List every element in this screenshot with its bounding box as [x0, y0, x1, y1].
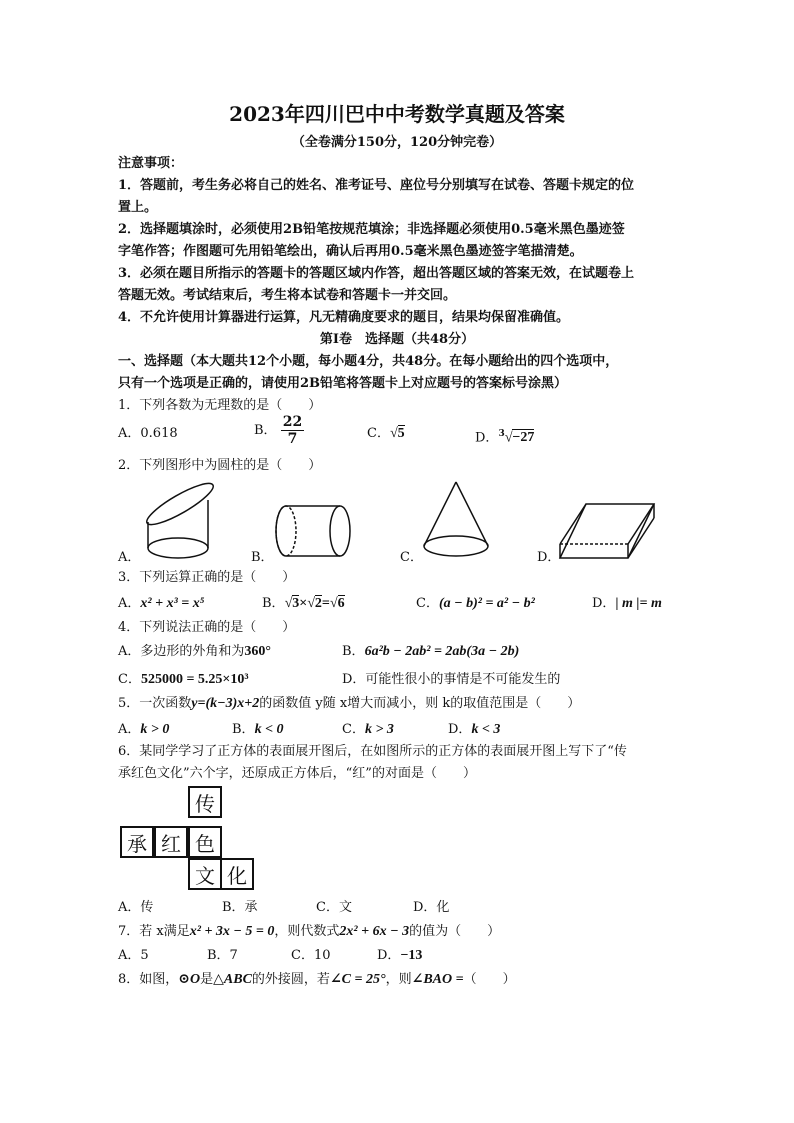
q2-option-c: C． — [400, 550, 423, 565]
note-3-line-2: 答题无效。考试结束后，考生将本试卷和答题卡一并交回。 — [118, 288, 457, 303]
cylinder-figure — [274, 502, 354, 560]
q4-option-a — [118, 642, 271, 662]
q1-fraction-denominator: 7 — [287, 431, 298, 447]
q3-option-b-label: B． — [262, 596, 285, 611]
sqrt-icon: √ — [329, 596, 338, 611]
q6-stem-line-2: 承红色文化”六个字，还原成正方体后，“红”的对面是（ ） — [118, 766, 476, 781]
q3-option-d-expr: | m |= m — [615, 596, 662, 611]
q6-option-a: A．传 — [118, 900, 154, 915]
q1-option-a: A．0.618 — [118, 426, 178, 441]
q4-stem: 4．下列说法正确的是（ ） — [118, 620, 296, 635]
q1-stem: 1．下列各数为无理数的是（ ） — [118, 398, 322, 413]
net-cell-hua: 化 — [220, 858, 254, 890]
q5-stem-post: 的函数值 y随 x增大而减小，则 k的取值范围是（ ） — [259, 696, 581, 711]
q1-option-d-radicand: −27 — [512, 430, 535, 446]
q3-option-c — [416, 594, 535, 614]
q3-option-d-label: D． — [592, 596, 616, 611]
q5-option-a-label: A． — [118, 722, 141, 737]
net-cell-chuan: 传 — [188, 786, 222, 818]
q3-option-b-radicand-2: 2 — [314, 596, 322, 611]
q2-option-b: B． — [251, 550, 274, 565]
q5-option-b-expr: k < 0 — [254, 722, 284, 737]
q7-stem-post: 的值为（ ） — [409, 924, 501, 939]
q7-option-b: B．7 — [207, 948, 238, 963]
q2-option-a: A． — [118, 550, 141, 565]
page-subtitle: （全卷满分150分，120分钟完卷） — [291, 135, 503, 150]
note-1-line-1: 1．答题前，考生务必将自己的姓名、准考证号、座位号分别填写在试卷、答题卡规定的位 — [118, 178, 635, 193]
q5-option-d-label: D． — [448, 722, 472, 737]
note-1-line-2: 置上。 — [118, 200, 158, 215]
section-heading: 第Ⅰ卷 选择题（共48分） — [319, 332, 475, 347]
q7-option-a: A．5 — [118, 948, 149, 963]
q3-option-b-equals: = — [321, 596, 330, 611]
q5-option-d-expr: k < 3 — [471, 722, 501, 737]
q3-option-d — [592, 594, 662, 614]
q1-option-c-label: C． — [367, 426, 390, 441]
q5-stem-expr: y=(k−3)x+2 — [191, 696, 260, 711]
note-2-line-1: 2．选择题填涂时，必须使用2B铅笔按规范填涂；非选择题必须使用0.5毫米黑色墨迹签 — [118, 222, 625, 237]
q4-option-b-expr: 6a²b − 2ab² = 2ab(3a − 2b) — [364, 644, 520, 659]
note-2-line-2: 字笔作答；作图题可先用铅笔绘出，确认后再用0.5毫米黑色墨迹签字笔描清楚。 — [118, 244, 583, 259]
q5-option-a — [118, 720, 169, 740]
q7-option-d-expr: −13 — [400, 948, 423, 963]
q8-stem-circle: ⊙O — [178, 972, 201, 987]
q8-stem-angle-bao: ∠BAO = — [411, 972, 464, 987]
q4-option-c — [118, 670, 249, 690]
net-cell-cheng: 承 — [120, 826, 154, 858]
q1-option-d — [475, 424, 534, 448]
q7-stem — [118, 922, 500, 942]
sqrt-icon: √ — [307, 596, 315, 611]
q3-option-a — [118, 594, 205, 614]
q7-stem-expr-1: x² + 3x − 5 = 0 — [189, 924, 275, 939]
q7-stem-pre: 7．若 x满足 — [118, 924, 190, 939]
sqrt-icon: √ — [389, 426, 398, 441]
q4-option-c-label: C． — [118, 672, 141, 687]
q2-stem: 2．下列图形中为圆柱的是（ ） — [118, 458, 322, 473]
q3-option-a-label: A． — [118, 596, 141, 611]
q5-option-b-label: B． — [232, 722, 255, 737]
q4-option-d: D．可能性很小的事情是不可能发生的 — [342, 672, 561, 687]
q5-option-c-label: C． — [342, 722, 365, 737]
q3-option-a-expr: x² + x³ = x⁵ — [140, 596, 205, 611]
q7-option-d-label: D． — [377, 948, 401, 963]
prism-figure — [556, 500, 660, 562]
cube-net-figure — [118, 784, 258, 896]
q1-option-b — [254, 414, 304, 447]
q3-option-c-expr: (a − b)² = a² − b² — [438, 596, 535, 611]
q4-option-a-label: A．多边形的外角和为 — [118, 644, 245, 659]
section-intro-line-1: 一、选择题（本大题共12个小题，每小题4分，共48分。在每小题给出的四个选项中， — [118, 354, 619, 369]
q3-option-b — [262, 594, 345, 614]
sqrt-icon: √ — [284, 596, 293, 611]
q7-option-d — [377, 946, 422, 966]
q6-option-b: B．承 — [222, 900, 258, 915]
q8-stem-mid-3: ，则 — [385, 972, 412, 987]
q1-option-c — [367, 424, 405, 444]
q5-option-c-expr: k > 3 — [364, 722, 394, 737]
q1-fraction-numerator: 22 — [282, 414, 303, 430]
q3-option-b-times: × — [299, 596, 308, 611]
page-title: 2023年四川巴中中考数学真题及答案 — [229, 102, 565, 126]
q8-stem — [118, 970, 516, 990]
q5-option-d — [448, 720, 500, 740]
note-3-line-1: 3．必须在题目所指示的答题卡的答题区域内作答，超出答题区域的答案无效，在试题卷上 — [118, 266, 635, 281]
q1-option-d-label: D． — [475, 430, 499, 446]
q7-option-c: C．10 — [291, 948, 331, 963]
q5-stem — [118, 694, 580, 714]
q4-option-c-expr: 525000 = 5.25×10³ — [140, 672, 249, 687]
sqrt-icon: √ — [504, 430, 513, 446]
q5-option-c — [342, 720, 394, 740]
q3-option-b-radicand-3: 6 — [337, 596, 345, 611]
q6-option-d: D．化 — [413, 900, 450, 915]
q8-stem-post: （ ） — [463, 972, 516, 987]
note-4: 4．不允许使用计算器进行运算，凡无精确度要求的题目，结果均保留准确值。 — [118, 310, 570, 325]
q4-option-b-label: B． — [342, 644, 365, 659]
q5-stem-pre: 5．一次函数 — [118, 696, 192, 711]
q6-stem-line-1: 6．某同学学习了正方体的表面展开图后，在如图所示的正方体的表面展开图上写下了“传 — [118, 744, 627, 759]
q2-option-d: D． — [537, 550, 561, 565]
q7-stem-expr-2: 2x² + 6x − 3 — [339, 924, 410, 939]
q3-option-b-radicand-1: 3 — [292, 596, 300, 611]
q8-stem-triangle: △ABC — [213, 972, 252, 987]
q5-option-a-expr: k > 0 — [140, 722, 170, 737]
q1-option-b-label: B． — [254, 423, 277, 438]
notes-heading: 注意事项： — [118, 156, 184, 171]
q8-stem-angle-c: ∠C = 25° — [329, 972, 386, 987]
q1-option-d-index: 3 — [498, 429, 505, 439]
q8-stem-mid-2: 的外接圆，若 — [251, 972, 330, 987]
q6-option-c: C．文 — [316, 900, 352, 915]
net-cell-hong: 红 — [154, 826, 188, 858]
net-cell-wen: 文 — [188, 858, 222, 890]
oblique-cut-cylinder-figure — [140, 478, 222, 562]
q3-option-c-label: C． — [416, 596, 439, 611]
q1-fraction — [281, 414, 304, 447]
q8-stem-pre: 8．如图， — [118, 972, 179, 987]
cone-figure — [418, 478, 494, 564]
section-intro-line-2: 只有一个选项是正确的，请使用2B铅笔将答题卡上对应题号的答案标号涂黑） — [118, 376, 568, 391]
q4-option-b — [342, 642, 519, 662]
q5-option-b — [232, 720, 284, 740]
net-cell-se: 色 — [188, 826, 222, 858]
q3-stem: 3．下列运算正确的是（ ） — [118, 570, 296, 585]
q1-option-c-radicand: 5 — [397, 426, 405, 441]
q8-stem-mid-1: 是 — [200, 972, 214, 987]
q7-stem-mid: ，则代数式 — [274, 924, 340, 939]
q4-option-a-expr: 360° — [244, 644, 271, 659]
